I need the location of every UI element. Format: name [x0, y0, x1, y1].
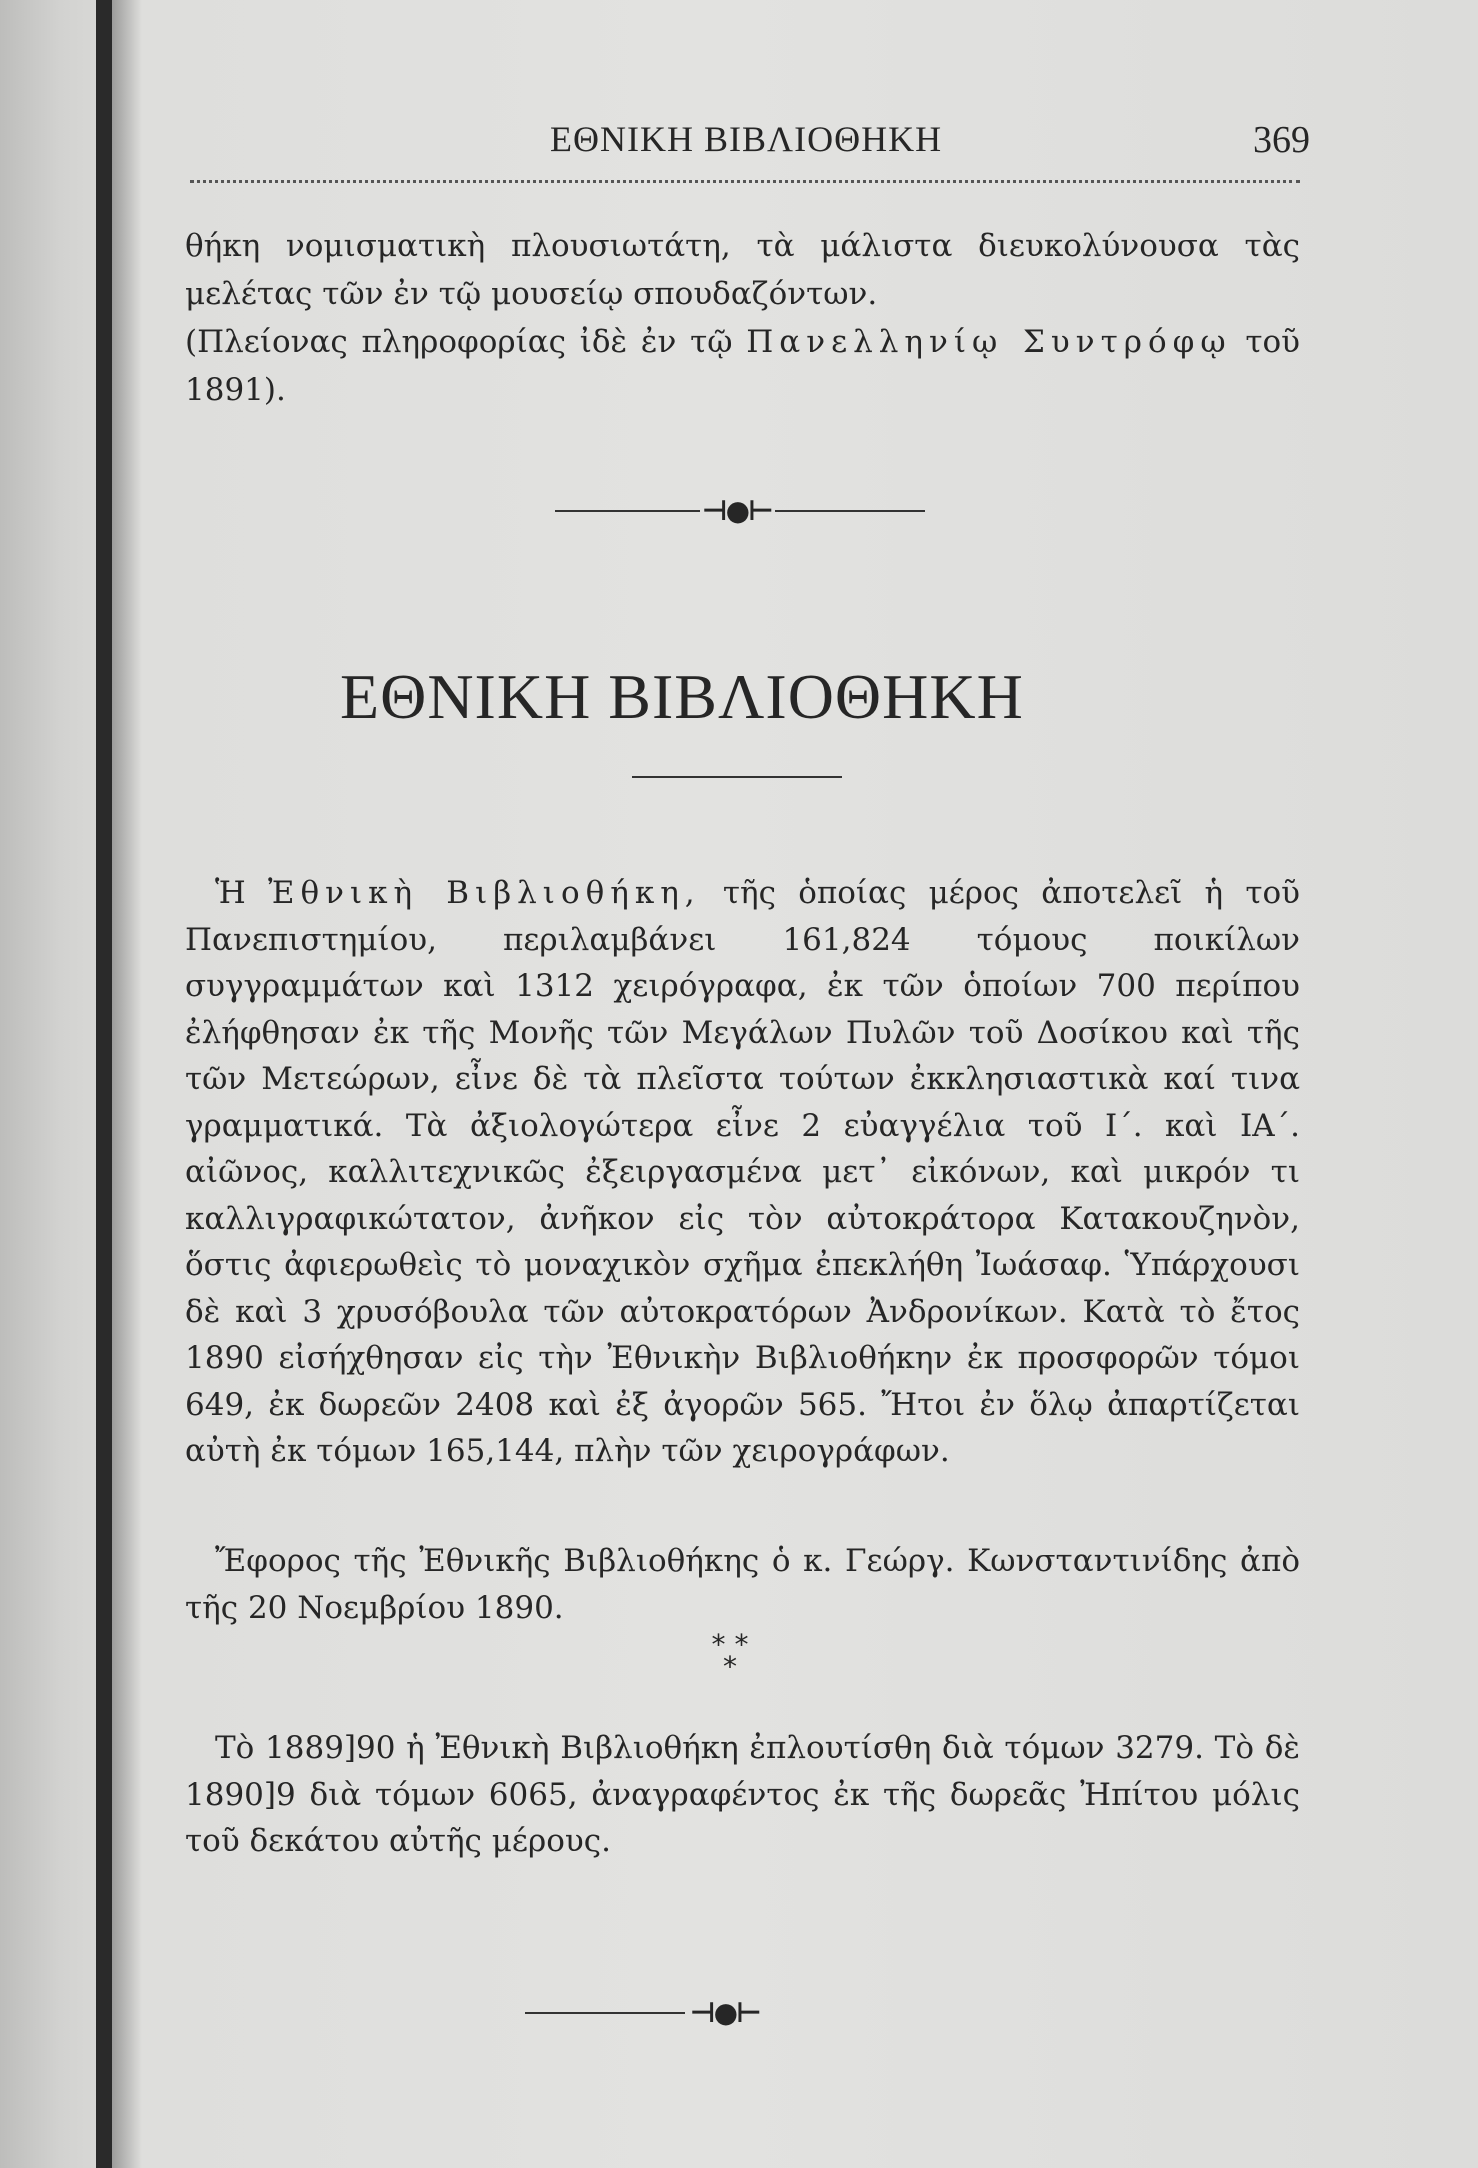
intro-line-2-prefix: (Πλείονας πληροφορίας ἰδὲ ἐν τῷ: [185, 324, 733, 360]
asterism-text: * * *: [711, 1628, 749, 1683]
divider-top-left: [555, 510, 700, 512]
book-spine: [96, 0, 112, 2168]
p2-text: Ἔφορος τῆς Ἐθνικῆς Βιβλιοθήκης ὁ κ. Γεώργ. Κωνσταντινίδης ἀπὸ τῆς 20 Νοεμβρίου 1890.: [185, 1543, 1300, 1626]
header-rule: [190, 180, 1300, 183]
intro-line-2-spaced: Πανελληνίῳ Συντρόφῳ: [746, 324, 1232, 360]
spine-shadow: [112, 0, 142, 2168]
p1-spaced: Ἐθνικὴ Βιβλιοθήκη,: [268, 875, 701, 911]
intro-line-1: θήκη νομισματικὴ πλουσιωτάτη, τὰ μάλιστα διευκολύνουσα τὰς μελέτας τῶν ἐν τῷ μουσείῳ σπουδαζόντων.: [185, 228, 1300, 312]
p1-rest: τῆς ὁποίας μέρος ἀποτελεῖ ἡ τοῦ Πανεπιστημίου, περιλαμβάνει 161,824 τόμους ποικίλων συγγραμμάτων καὶ 1312 χειρόγραφα, ἐκ τῶν ὁποίων 700 περίπου ἐλήφθησαν ἐκ τῆς Μονῆς τῶν Μεγάλων Πυλῶν τοῦ Δοσίκου καὶ τῆς τῶν Μετεώρων, εἶνε δὲ τὰ πλεῖστα τούτων ἐκκλησιαστικὰ καί τινα γραμματικά. Τὰ ἀξιολογώτερα εἶνε 2 εὐαγγέλια τοῦ Ι΄. καὶ ΙΑ΄. αἰῶνος, καλλιτεχνικῶς ἐξειργασμένα μετ᾽ εἰκόνων, καὶ μικρόν τι καλλιγραφικώτατον, ἀνῆκον εἰς τὸν αὐτοκράτορα Κατακουζηνὸν, ὅστις ἀφιερωθεὶς τὸ μοναχικὸν σχῆμα ἐπεκλήθη Ἰωάσαφ. Ὑπάρχουσι δὲ καὶ 3 χρυσόβουλα τῶν αὐτοκρατόρων Ἀνδρονίκων. Κατὰ τὸ ἔτος 1890 εἰσήχθησαν εἰς τὴν Ἐθνικὴν Βιβλιοθήκην ἐκ προσφορῶν τόμοι 649, ἐκ δωρεῶν 2408 καὶ ἐξ ἀγορῶν 565. Ἤτοι ἐν ὅλῳ ἀπαρτίζεται αὐτὴ ἐκ τόμων 165,144, πλὴν τῶν χειρογράφων.: [185, 875, 1300, 1469]
title-rule: [632, 776, 842, 778]
body-paragraph-1: [185, 870, 1300, 1475]
page-number: 369: [1253, 119, 1310, 161]
intro-line-2: [185, 318, 1300, 414]
ornament-bottom: ⊣●⊢: [690, 1996, 760, 2029]
body-paragraph-2: [185, 1538, 1300, 1631]
intro-line-2-suffix: τοῦ 1891).: [185, 324, 1300, 408]
body-paragraph-3: [185, 1725, 1300, 1865]
p1-start: Ἡ: [215, 875, 246, 911]
page-header: [170, 118, 1310, 178]
asterism: [700, 1628, 760, 1694]
p3-text: Τὸ 1889]90 ἡ Ἐθνικὴ Βιβλιοθήκη ἐπλουτίσθη διὰ τόμων 3279. Τὸ δὲ 1890]9 διὰ τόμων 6065, ἀναγραφέντος ἐκ τῆς δωρεᾶς Ἠπίτου μόλις τοῦ δεκάτου αὐτῆς μέρους.: [185, 1730, 1300, 1859]
divider-bottom-left: [525, 2012, 685, 2014]
ornament-top: ⊣●⊢: [702, 494, 772, 527]
running-title: ΕΘΝΙΚΗ ΒΙΒΛΙΟΘΗΚΗ: [550, 119, 943, 159]
intro-paragraph: [185, 222, 1300, 414]
divider-top-right: [775, 510, 925, 512]
section-title: ΕΘΝΙΚΗ ΒΙΒΛΙΟΘΗΚΗ: [340, 661, 1024, 732]
